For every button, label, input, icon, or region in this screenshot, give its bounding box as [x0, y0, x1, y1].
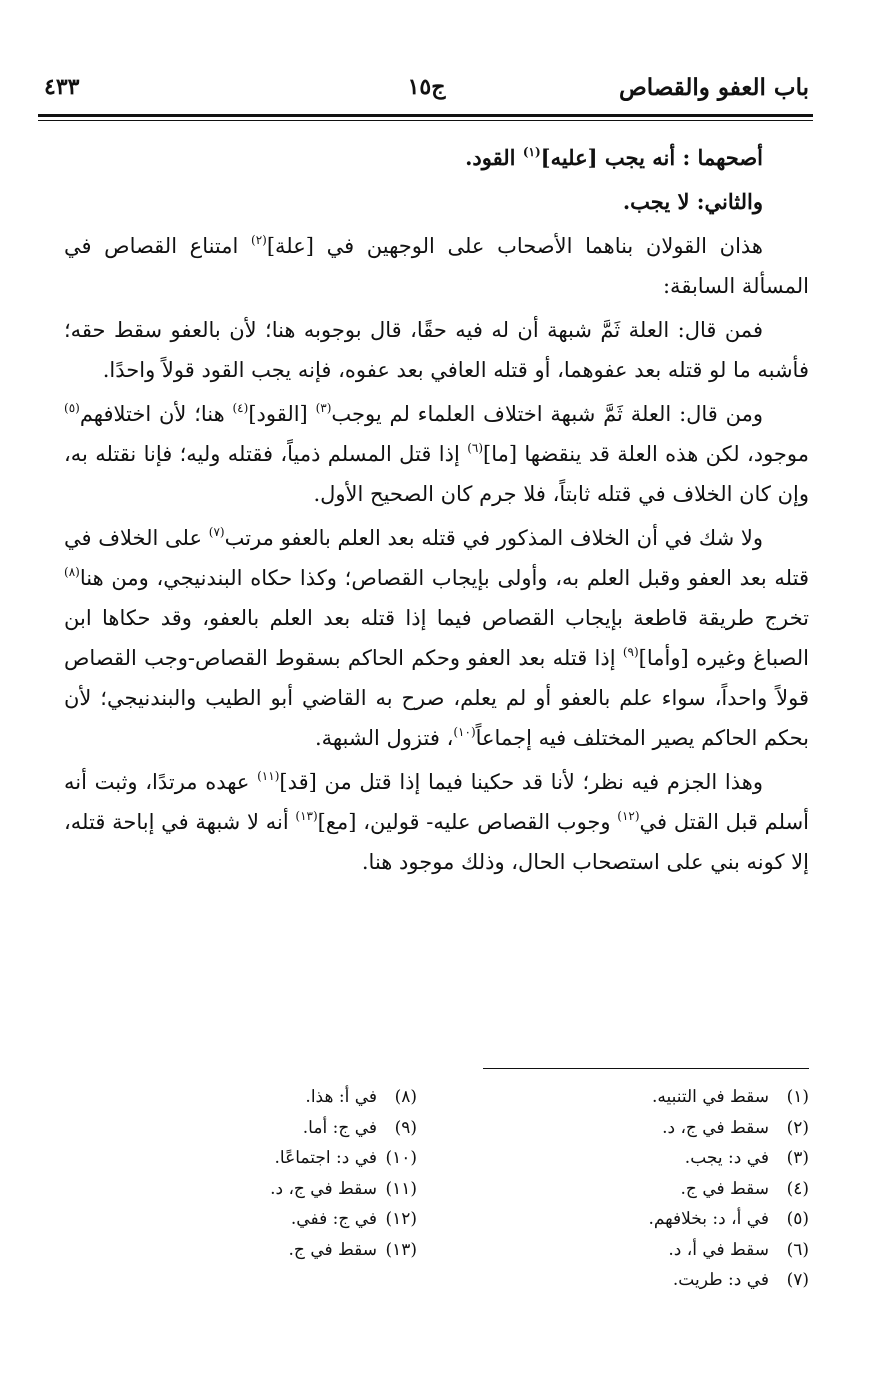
footnote-text: سقط في ج، د.: [662, 1117, 769, 1138]
footnote-marker: (١٢): [617, 809, 640, 823]
footnote-number: (٢): [786, 1117, 809, 1138]
footnote-text: سقط في أ، د.: [668, 1239, 769, 1260]
text-run: إذا قتله بعد العفو وحكم الحاكم بسقوط القصاص-وجب القصاص قولاً واحداً، سواء علم بالعفو أو لم يعلم، صرح به القاضي أبو الطيب والبندنيجي؛ لأن بحكم الحاكم يصير المختلف فيه إجماعاً: [64, 646, 809, 750]
footnote-number: (١٣): [385, 1239, 417, 1260]
footnote-marker: (٩): [622, 645, 639, 659]
paragraph-p6: [64, 518, 809, 758]
footnote-number: (٩): [394, 1117, 417, 1138]
footnote: [479, 1082, 809, 1113]
footnote-text: سقط في ج.: [680, 1178, 769, 1199]
footnote-marker: (١١): [257, 769, 280, 783]
footnote: [117, 1174, 417, 1205]
footnotes-column-left: [117, 1082, 417, 1265]
text-run: ومن قال: العلة ثَمَّ شبهة اختلاف العلماء لم يوجب: [331, 402, 764, 426]
footnote: [479, 1235, 809, 1266]
footnote-marker: (٢): [251, 233, 267, 247]
footnote-marker: (٧): [208, 525, 225, 539]
paragraph-p2: [64, 182, 809, 222]
footnote-number: (٣): [786, 1148, 809, 1168]
footnote-number: (١): [786, 1087, 809, 1107]
paragraph-p7: [64, 762, 809, 882]
footnote-text: سقط في ج، د.: [270, 1178, 377, 1199]
footnote-number: (٦): [786, 1239, 809, 1260]
footnote-text: في أ، د: بخلافهم.: [648, 1209, 769, 1229]
footnote: [479, 1113, 809, 1144]
footnote-number: (١٠): [385, 1148, 417, 1168]
footnote-marker: (٤): [232, 401, 249, 415]
text-run: ، فتزول الشبهة.: [314, 726, 454, 750]
footnote: [479, 1143, 809, 1174]
footnote-text: سقط في ج.: [288, 1239, 377, 1260]
footnote-number: (٧): [786, 1270, 809, 1290]
footnote-text: في د: طريت.: [672, 1270, 769, 1290]
footnote-number: (١٢): [385, 1209, 417, 1229]
footnote: [479, 1174, 809, 1205]
chapter-title: باب العفو والقصاص: [619, 74, 809, 101]
text-run: على الخلاف في قتله بعد العفو وقبل العلم به، وأولى بإيجاب القصاص؛ وكذا حكاه البندنيجي، ومن هنا: [64, 526, 809, 590]
header-rule-thick: [38, 114, 813, 117]
text-run: وهذا الجزم فيه نظر؛ لأنا قد حكينا فيما إذا قتل من [قد]: [279, 770, 763, 794]
text-run: أنه لا شبهة في إباحة قتله، إلا كونه بني على استصحاب الحال، وذلك موجود هنا.: [64, 810, 809, 874]
text-run: القود.: [465, 145, 523, 170]
text-run: وجوب القصاص عليه- قولين، [مع]: [317, 810, 618, 834]
footnote-text: في د: اجتماعًا.: [274, 1148, 377, 1168]
footnote: [479, 1204, 809, 1235]
text-run: ولا شك في أن الخلاف المذكور في قتله بعد العلم بالعفو مرتب: [224, 526, 763, 550]
text-run: أصحهما : أنه يجب [عليه]: [540, 145, 763, 170]
header-rule-thin: [38, 120, 813, 121]
footnote-number: (١١): [385, 1178, 417, 1199]
text-run: هذان القولان بناهما الأصحاب على الوجهين في [علة]: [266, 234, 764, 258]
footnote: [117, 1235, 417, 1266]
footnote: [479, 1265, 809, 1296]
text-run: تخرج طريقة قاطعة بإيجاب القصاص فيما إذا قتله بعد العلم بالعفو، وقد حكاها ابن الصباغ وغيره [وأما]: [64, 606, 809, 670]
footnote-text: في أ: هذا.: [305, 1087, 377, 1107]
main-text: [64, 138, 809, 886]
footnote-text: في ج: أما.: [302, 1117, 377, 1138]
footnote-text: في ج: ففي.: [290, 1209, 377, 1229]
footnote-marker: (٨): [64, 565, 80, 579]
paragraph-p5: [64, 394, 809, 514]
footnotes-column-right: [479, 1082, 809, 1296]
footnote-number: (٥): [786, 1209, 809, 1229]
volume-label: ج١٥: [407, 74, 446, 100]
footnote-marker: (١٠): [453, 725, 476, 739]
paragraph-p4: [64, 310, 809, 390]
paragraph-p3: [64, 226, 809, 306]
footnote-text: سقط في التنبيه.: [651, 1087, 769, 1107]
footnote-marker: (١٣): [295, 809, 318, 823]
text-run: هنا؛ لأن اختلافهم: [79, 402, 233, 426]
footnote-number: (٤): [786, 1178, 809, 1199]
text-run: [القود]: [248, 402, 316, 426]
paragraph-p1: [64, 138, 809, 178]
text-run: إذا قتل المسلم ذمياً، فقتله وليه؛ فإنا نقتله به، وإن كان الخلاف في قتله ثابتاً، فلا جرم كان الصحيح الأول.: [64, 442, 809, 506]
text-run: امتناع القصاص في المسألة السابقة:: [64, 234, 809, 298]
footnote: [117, 1113, 417, 1144]
footnote-marker: (٥): [64, 401, 80, 415]
footnote: [117, 1143, 417, 1174]
page-number: ٤٣٣: [44, 74, 80, 100]
footnote-separator: [483, 1068, 809, 1069]
footnote-marker: (٣): [315, 401, 332, 415]
text-run: والثاني: لا يجب.: [622, 189, 763, 214]
footnote-marker: (١): [522, 145, 541, 159]
footnote-number: (٨): [394, 1087, 417, 1107]
text-run: عهده مرتدًا، وثبت أنه أسلم قبل القتل في: [64, 770, 810, 834]
footnote: [117, 1204, 417, 1235]
page-header: [44, 66, 809, 110]
footnote-marker: (٦): [467, 441, 484, 455]
footnote-text: في د: يجب.: [684, 1148, 769, 1168]
text-run: فمن قال: العلة ثَمَّ شبهة أن له فيه حقًا، قال بوجوبه هنا؛ لأن بالعفو سقط حقه؛ فأشبه ما لو قتله بعد عفوهما، أو قتله العافي بعد عفوه، فإنه يجب القود قولاً واحدًا.: [64, 318, 809, 382]
footnote: [117, 1082, 417, 1113]
text-run: موجود، لكن هذه العلة قد ينقضها [ما]: [483, 442, 810, 466]
